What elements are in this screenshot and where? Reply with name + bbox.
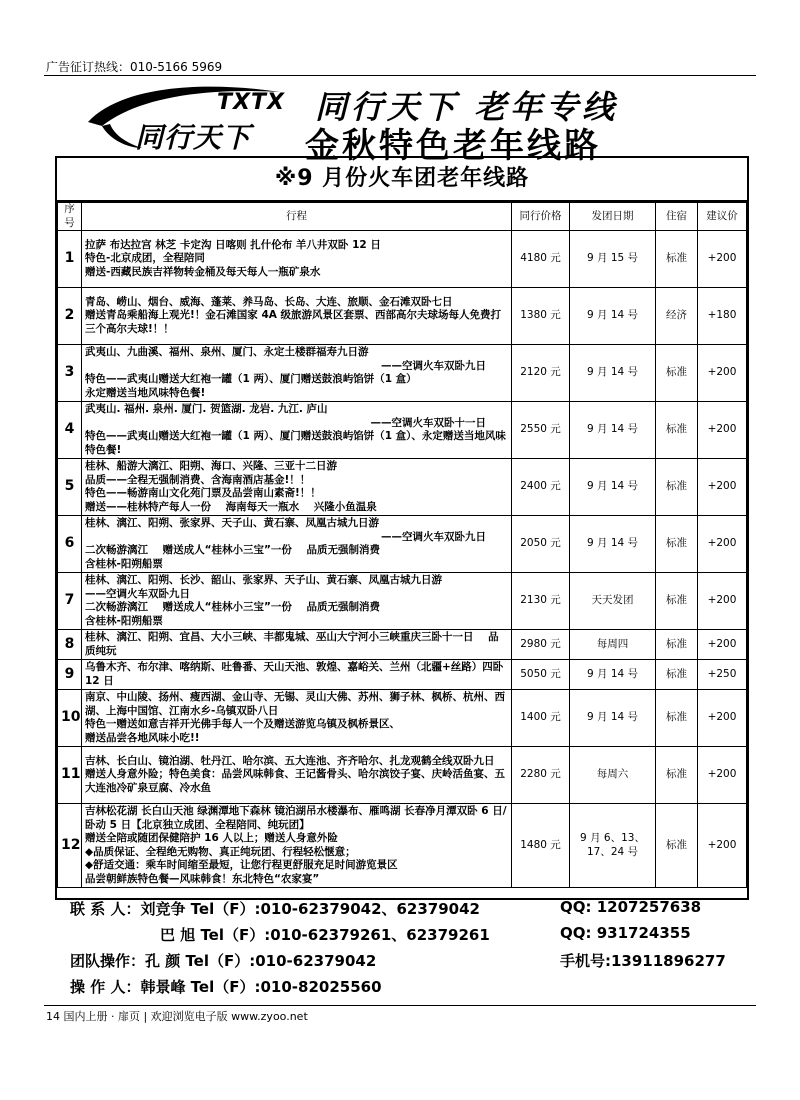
stay-cell: 标准 [656, 402, 698, 459]
route-line: 二次畅游漓江 赠送成人“桂林小三宝”一份 品质无强制消费 [85, 601, 381, 613]
table-row [58, 231, 747, 288]
route-description [82, 747, 512, 804]
route-line: 吉林松花湖 长白山天池 绿渊潭地下森林 镜泊湖吊水楼瀑布、雁鸣湖 长春净月潭双卧 6 日/卧动 5 日【北京独立成团、全程陪同、纯玩团】 [85, 805, 507, 831]
row-number: 11 [58, 747, 82, 804]
date-cell: 9 月 14 号 [570, 345, 656, 402]
route-line: 赠送人身意外险；特色美食：品尝风味韩食、王记酱骨头、哈尔滨饺子宴、庆岭活鱼宴、五大连池冷矿泉豆腐、冷水鱼 [85, 768, 505, 794]
logo-chinese: 同行天下 [135, 121, 252, 154]
suggest-price-cell: +180 [698, 288, 747, 345]
route-line: 含桂林-阳朔船票 [85, 557, 163, 570]
route-line: 特色-北京成团，全程陪同 [85, 252, 205, 265]
route-description [82, 660, 512, 690]
route-line: ——空调火车双卧十一日 [370, 416, 486, 429]
price-cell: 1480 元 [512, 804, 570, 888]
row-number: 3 [58, 345, 82, 402]
suggest-price-cell: +200 [698, 573, 747, 630]
row-number: 6 [58, 516, 82, 573]
date-cell: 9 月 15 号 [570, 231, 656, 288]
page-header [80, 78, 760, 166]
stay-cell: 标准 [656, 459, 698, 516]
table-row [58, 804, 747, 888]
suggest-price-cell: +200 [698, 516, 747, 573]
route-line: 永定赠送当地风味特色餐! [85, 386, 206, 399]
route-description [82, 231, 512, 288]
row-number: 5 [58, 459, 82, 516]
route-line: 吉林、长白山、镜泊湖、牡丹江、哈尔滨、五大连池、齐齐哈尔、扎龙观鹤全线双卧九日 [85, 754, 495, 767]
route-line: 桂林、漓江、阳朔、长沙、韶山、张家界、天子山、黄石寨、凤凰古城九日游 [85, 574, 442, 586]
table-row [58, 516, 747, 573]
suggest-price-cell: +200 [698, 747, 747, 804]
price-cell: 2050 元 [512, 516, 570, 573]
route-line: 南京、中山陵、扬州、瘦西湖、金山寺、无锡、灵山大佛、苏州、狮子林、枫桥、杭州、西湖、上海中国馆、江南水乡-乌镇双卧八日 [85, 691, 505, 717]
date-cell: 9 月 14 号 [570, 288, 656, 345]
mobile-number: 手机号:13911896277 [560, 952, 726, 970]
route-line: ◆品质保证、全程绝无购物、真正纯玩团、行程轻松惬意； [85, 845, 356, 858]
route-line: 赠送青岛乘船海上观光!！金石滩国家 4A 级旅游风景区套票、西部高尔夫球场每人免费打三个高尔夫球!！！ [85, 309, 502, 335]
date-cell: 9 月 14 号 [570, 402, 656, 459]
stay-cell: 标准 [656, 747, 698, 804]
suggest-price-cell: +200 [698, 804, 747, 888]
stay-cell: 标准 [656, 804, 698, 888]
table-row [58, 660, 747, 690]
suggest-price-cell: +200 [698, 630, 747, 660]
suggest-price-cell: +250 [698, 660, 747, 690]
date-cell: 每周四 [570, 630, 656, 660]
col-header-price: 同行价格 [512, 203, 570, 231]
date-cell: 天天发团 [570, 573, 656, 630]
route-line: 赠送品尝各地风味小吃!! [85, 731, 200, 744]
stay-cell: 标准 [656, 573, 698, 630]
route-line: 桂林、漓江、阳朔、宜昌、大小三峡、丰都鬼城、巫山大宁河小三峡重庆三卧十一日 品质纯玩 [85, 631, 499, 657]
route-table-frame [55, 156, 749, 900]
row-number: 2 [58, 288, 82, 345]
stay-cell: 标准 [656, 516, 698, 573]
brand-logo [80, 82, 310, 152]
contact-line-2: 巴 旭 Tel（F）:010-62379261、62379261 [160, 926, 490, 944]
route-line: 特色——武夷山赠送大红袍一罐（1 两）、厦门赠送鼓浪屿馅饼（1 盒） [85, 373, 417, 385]
row-number: 8 [58, 630, 82, 660]
route-line: ——空调火车双卧九日 [381, 530, 486, 543]
table-row [58, 288, 747, 345]
stay-cell: 经济 [656, 288, 698, 345]
table-row [58, 630, 747, 660]
qq-1: QQ: 1207257638 [560, 898, 702, 916]
table-row [58, 573, 747, 630]
row-number: 4 [58, 402, 82, 459]
route-line: 武夷山. 福州. 泉州. 厦门. 贺篮湖. 龙岩. 九江. 庐山 [85, 403, 328, 415]
table-row [58, 459, 747, 516]
col-header-suggest: 建议价 [698, 203, 747, 231]
route-description [82, 345, 512, 402]
route-line: 品尝朝鲜族特色餐—风味韩食！东北特色“农家宴” [85, 872, 320, 885]
header-slogan: 同行天下 老年专线 [315, 88, 619, 126]
table-row [58, 747, 747, 804]
route-description [82, 402, 512, 459]
price-cell: 2980 元 [512, 630, 570, 660]
section-title: ※9 月份火车团老年线路 [57, 158, 747, 202]
price-cell: 2400 元 [512, 459, 570, 516]
route-description [82, 690, 512, 747]
qq-2: QQ: 931724355 [560, 924, 691, 942]
date-cell: 9 月 14 号 [570, 516, 656, 573]
route-line: 桂林、船游大漓江、阳朔、海口、兴隆、三亚十二日游 [85, 460, 337, 472]
stay-cell: 标准 [656, 231, 698, 288]
price-cell: 2280 元 [512, 747, 570, 804]
price-cell: 4180 元 [512, 231, 570, 288]
route-line: 赠送-西藏民族吉祥物转金桶及每天每人一瓶矿泉水 [85, 265, 321, 278]
table-row [58, 402, 747, 459]
stay-cell: 标准 [656, 660, 698, 690]
col-header-num: 序号 [58, 203, 82, 231]
table-row [58, 690, 747, 747]
route-line: 二次畅游漓江 赠送成人“桂林小三宝”一份 品质无强制消费 [85, 544, 381, 556]
route-line: 品质——全程无强制消费、含海南酒店基金!！！ [85, 473, 311, 486]
suggest-price-cell: +200 [698, 231, 747, 288]
row-number: 1 [58, 231, 82, 288]
route-line: 拉萨 布达拉宫 林芝 卡定沟 日喀则 扎什伦布 羊八井双卧 12 日 [85, 238, 381, 251]
route-description [82, 630, 512, 660]
logo-english: TXTX [217, 90, 285, 115]
route-line: 赠送——桂林特产每人一份 海南每天一瓶水 兴隆小鱼温泉 [85, 500, 377, 513]
route-line: ◆舒适交通：乘车时间缩至最短，让您行程更舒服充足时间游览景区 [85, 859, 398, 871]
row-number: 10 [58, 690, 82, 747]
route-line: 特色一赠送如意吉祥开光佛手每人一个及赠送游览乌镇及枫桥景区、 [85, 718, 400, 730]
top-divider [44, 75, 756, 76]
table-row [58, 345, 747, 402]
table-body [58, 231, 747, 888]
route-line: ——空调火车双卧九日 [381, 359, 486, 372]
table-header-row [58, 203, 747, 231]
route-description [82, 288, 512, 345]
suggest-price-cell: +200 [698, 402, 747, 459]
route-line: 乌鲁木齐、布尔津、喀纳斯、吐鲁番、天山天池、敦煌、嘉峪关、兰州（北疆+丝路）四卧 12 日 [85, 661, 507, 687]
route-line: 桂林、漓江、阳朔、张家界、天子山、黄石寨、凤凰古城九日游 [85, 517, 379, 529]
route-line: 青岛、崂山、烟台、威海、蓬莱、养马岛、长岛、大连、旅顺、金石滩双卧七日 [85, 295, 453, 308]
route-description [82, 459, 512, 516]
ad-hotline: 广告征订热线：010-5166 5969 [46, 60, 223, 74]
contact-line-3: 团队操作：孔 颜 Tel（F）:010-62379042 [70, 952, 377, 970]
stay-cell: 标准 [656, 345, 698, 402]
date-cell: 9 月 14 号 [570, 459, 656, 516]
price-cell: 2120 元 [512, 345, 570, 402]
date-cell: 9 月 14 号 [570, 660, 656, 690]
bottom-divider [44, 1005, 756, 1006]
contact-line-4: 操 作 人：韩景峰 Tel（F）:010-82025560 [70, 978, 382, 996]
price-cell: 2550 元 [512, 402, 570, 459]
price-cell: 2130 元 [512, 573, 570, 630]
date-cell: 每周六 [570, 747, 656, 804]
route-line: ——空调火车双卧九日 [85, 587, 190, 600]
route-description [82, 573, 512, 630]
route-line: 武夷山、九曲溪、福州、泉州、厦门、永定土楼群福寿九日游 [85, 346, 369, 358]
price-cell: 1380 元 [512, 288, 570, 345]
stay-cell: 标准 [656, 690, 698, 747]
contact-block [70, 898, 760, 1006]
route-table [57, 202, 747, 888]
row-number: 7 [58, 573, 82, 630]
route-description [82, 516, 512, 573]
page-footer: 14 国内上册 · 扉页 | 欢迎浏览电子版 www.zyoo.net [46, 1010, 308, 1023]
page-title: 金秋特色老年线路 [305, 126, 601, 166]
route-line: 赠送全陪或随团保健陪护 16 人以上；赠送人身意外险 [85, 832, 338, 844]
date-cell: 9 月 6、13、17、24 号 [570, 804, 656, 888]
col-header-route: 行程 [82, 203, 512, 231]
contact-line-1: 联 系 人：刘竞争 Tel（F）:010-62379042、62379042 [70, 900, 480, 918]
route-line: 含桂林-阳朔船票 [85, 614, 163, 627]
price-cell: 1400 元 [512, 690, 570, 747]
price-cell: 5050 元 [512, 660, 570, 690]
row-number: 12 [58, 804, 82, 888]
route-line: 特色——畅游南山文化苑门票及品尝南山素斋!！！ [85, 487, 321, 499]
stay-cell: 标准 [656, 630, 698, 660]
suggest-price-cell: +200 [698, 345, 747, 402]
route-description [82, 804, 512, 888]
col-header-stay: 住宿 [656, 203, 698, 231]
route-line: 特色——武夷山赠送大红袍一罐（1 两）、厦门赠送鼓浪屿馅饼（1 盒）、永定赠送当地风味特色餐! [85, 430, 506, 456]
date-cell: 9 月 14 号 [570, 690, 656, 747]
suggest-price-cell: +200 [698, 459, 747, 516]
suggest-price-cell: +200 [698, 690, 747, 747]
col-header-date: 发团日期 [570, 203, 656, 231]
row-number: 9 [58, 660, 82, 690]
